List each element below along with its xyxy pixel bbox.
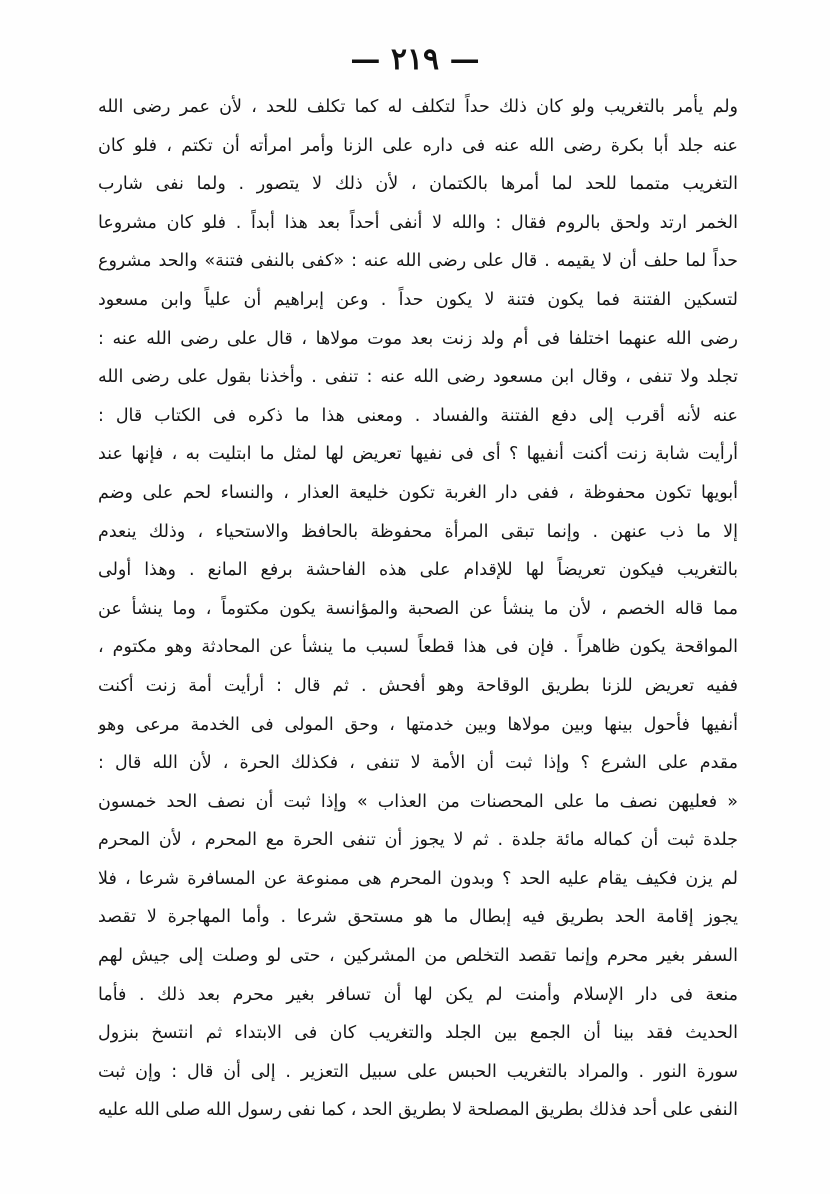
text-line: عنه لأنه أقرب إلى دفع الفتنة والفساد . ومعنى هذا ما ذكره فى الكتاب قال : — [98, 405, 738, 426]
text-line: ففيه تعريض للزنا بطريق الوقاحة وهو أفحش . ثم قال : أرأيت أمة زنت أكنت — [98, 675, 738, 696]
text-line: « فعليهن نصف ما على المحصنات من العذاب » وإذا ثبت أن نصف الحد خمسون — [98, 791, 738, 812]
text-line: الخمر ارتد ولحق بالروم فقال : والله لا أنفى أحداً بعد هذا أبداً . فلو كان مشروعا — [98, 212, 738, 233]
text-line: التغريب متمما للحد لما أمرها بالكتمان ، لأن ذلك لا يتصور . ولما نفى شارب — [98, 174, 738, 195]
text-line: بالتغريب فيكون تعريضاً لها للإقدام على هذه الفاحشة برفع المانع . وهذا أولى — [98, 560, 738, 581]
text-line: أرأيت شابة زنت أكنت أنفيها ؟ أى فى نفيها تعريض لها لمثل ما ابتليت به ، فإنها عند — [98, 444, 738, 465]
text-line: رضى الله عنهما اختلفا فى أم ولد زنت بعد موت مولاها ، قال على رضى الله عنه : — [98, 328, 738, 349]
text-line: يجوز إقامة الحد بطريق فيه إبطال ما هو مستحق شرعا . وأما المهاجرة لا تقصد — [98, 907, 738, 928]
text-line: مقدم على الشرع ؟ وإذا ثبت أن الأمة لا تنفى ، فكذلك الحرة ، لأن الله قال : — [98, 753, 738, 774]
text-line: لم يزن فكيف يقام عليه الحد ؟ وبدون المحرم هى ممنوعة عن المسافرة شرعا ، فلا — [98, 868, 738, 889]
text-line: سورة النور . والمراد بالتغريب الحبس على سبيل التعزير . إلى أن قال : وإن ثبت — [98, 1061, 738, 1082]
text-line: لتسكين الفتنة فما يكون فتنة لا يكون حداً . وعن إبراهيم أن علياً وابن مسعود — [98, 289, 738, 310]
text-line: أبويها تكون محفوظة ، ففى دار الغربة تكون خليعة العذار ، والنساء لحم على وضم — [98, 482, 738, 503]
text-line: النفى على أحد فذلك بطريق المصلحة لا بطريق الحد ، كما نفى رسول الله صلى الله عليه — [98, 1100, 738, 1121]
text-line: تجلد ولا تنفى ، وقال ابن مسعود رضى الله عنه : تنفى . وأخذنا بقول على رضى الله — [98, 367, 738, 388]
page-number: — ٢١٩ — — [350, 42, 480, 77]
text-line: ولم يأمر بالتغريب ولو كان ذلك حداً لتكلف له كما تكلف للحد ، لأن عمر رضى الله — [98, 97, 738, 117]
text-line: حداً لما حلف أن لا يقيمه . قال على رضى الله عنه : «كفى بالنفى فتنة» والحد مشروع — [98, 251, 738, 272]
text-line: السفر بغير محرم وإنما تقصد التخلص من المشركين ، حتى لو وصلت إلى جيش لهم — [98, 946, 738, 967]
text-line: إلا ما ذب عنهن . وإنما تبقى المرأة محفوظة بالحافظ والاستحياء ، وذلك ينعدم — [98, 521, 738, 542]
text-line: أنفيها فأحول بينها وبين مولاها وبين خدمتها ، وحق المولى فى الخدمة مرعى وهو — [98, 714, 738, 735]
text-line: جلدة ثبت أن كماله مائة جلدة . ثم لا يجوز أن تنفى الحرة مع المحرم ، لأن المحرم — [98, 830, 738, 851]
body-text — [98, 88, 738, 1130]
text-line: عنه جلد أبا بكرة رضى الله عنه فى داره على الزنا وأمر امرأته أن تكتم ، فلو كان — [98, 135, 738, 156]
text-line: مما قاله الخصم ، لأن ما ينشأ عن الصحبة والمؤانسة يكون مكتوماً ، وما ينشأ عن — [98, 598, 738, 619]
text-line: المواقحة يكون ظاهراً . فإن فى هذا قطعاً لسبب ما ينشأ عن المحادثة وهو مكتوم ، — [98, 637, 738, 658]
text-line: الحديث فقد بينا أن الجمع بين الجلد والتغريب كان فى الابتداء ثم انتسخ بنزول — [98, 1023, 738, 1044]
text-line: منعة فى دار الإسلام وأمنت لم يكن لها أن تسافر بغير محرم بعد ذلك . فأما — [98, 984, 738, 1005]
